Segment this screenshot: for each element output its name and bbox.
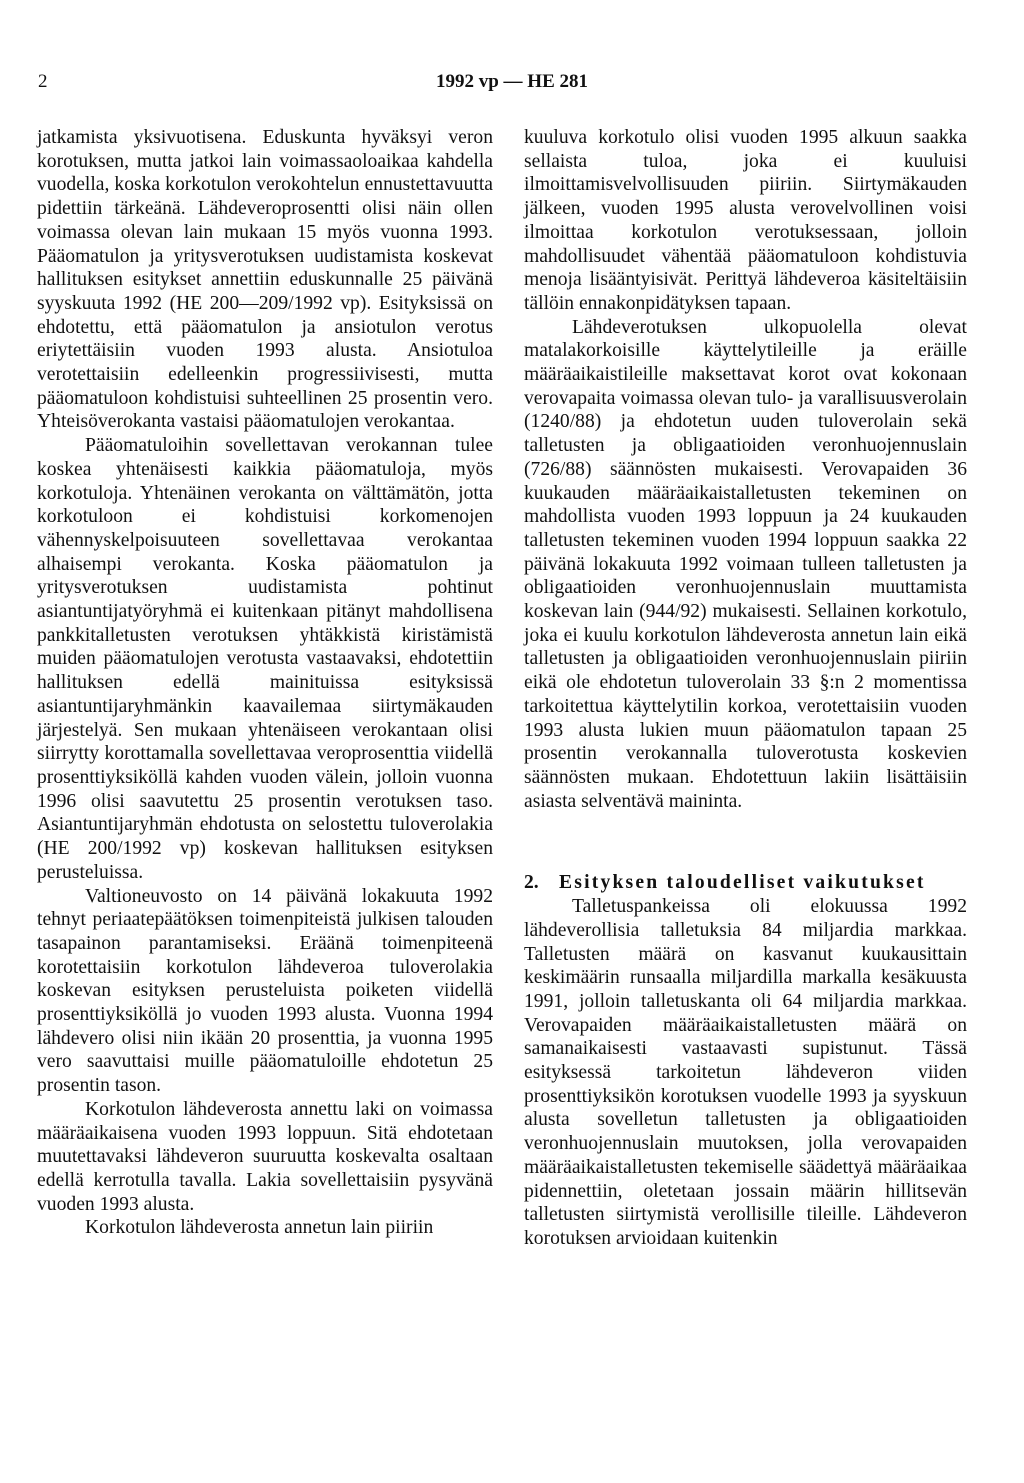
paragraph: Korkotulon lähdeverosta annettu laki on voimassa määräaikaisena vuoden 1993 loppuun. Sitä ehdotetaan muutettavaksi lähdeveron suuruutta koskevalta osaltaan edellä kerrotulla tavalla. Lakia sovellettaisiin pysyvänä vuoden 1993 alusta.: [37, 1098, 493, 1215]
section-number: 2.: [524, 872, 539, 894]
paragraph: Korkotulon lähdeverosta annetun lain piiriin: [85, 1217, 434, 1239]
section-title: Esityksen taloudelliset vaikutukset: [559, 872, 926, 894]
paragraph: jatkamista yksivuotisena. Eduskunta hyväksyi veron korotuksen, mutta jatkoi lain voimassaoloaikaa kahdella vuodella, koska korkotulon verokohtelun ennustettavuutta pidettiin tärkeänä. Lähdeveroprosentti olisi näin ollen voimassa olevan lain mukaan 15 myös vuonna 1993. Pääomatulon ja yritysverotuksen uudistamista koskevat hallituksen esitykset annettiin eduskunnalle 25 päivänä syyskuuta 1992 (HE 200—209/1992 vp). Esityksissä on ehdotettu, että pääomatulon ja ansiotulon verotus eriytettäisiin vuoden 1993 alusta. Ansiotuloa verotettaisiin edelleenkin progressiivisesti, mutta pääomatuloon kohdistuisi suhteellinen 25 prosentin vero. Yhteisöverokanta vastaisi pääomatulojen verokantaa.: [37, 127, 493, 433]
section-heading: [524, 871, 967, 895]
paragraph: Valtioneuvosto on 14 päivänä lokakuuta 1992 tehnyt periaatepäätöksen toimenpiteistä julkisen talouden tasapainon parantamiseksi. Eräänä toimenpiteenä korotettaisiin korkotulon lähdeveroa tuloverolakia koskevan esityksen perusteluista poiketen viidellä prosenttiyksiköllä jo vuoden 1993 alusta. Vuonna 1994 lähdevero olisi niin ikään 20 prosenttia, ja vuonna 1995 vero saavuttaisi muille pääomatuloille ehdotetun 25 prosentin tason.: [37, 885, 493, 1097]
right-column: [524, 126, 967, 1251]
left-column: [37, 126, 493, 1240]
running-head: 1992 vp — HE 281: [435, 71, 589, 92]
paragraph: kuuluva korkotulo olisi vuoden 1995 alkuun saakka sellaista tuloa, joka ei kuuluisi ilmoittamisvelvollisuuden piiriin. Siirtymäkauden jälkeen, vuoden 1995 alusta verovelvollinen voisi ilmoittaa korkotulon verotuksessaan, jolloin mahdollisuudet vähentää pääomatuloon kohdistuvia menoja lisääntyisivät. Perittyä lähdeveroa käsiteltäisiin tällöin ennakonpidätyksen tapaan.: [524, 127, 967, 314]
paragraph: Pääomatuloihin sovellettavan verokannan tulee koskea yhtenäisesti kaikkia pääomatuloja, myös korkotuloja. Yhtenäinen verokanta on välttämätön, jotta korkotuloon ei kohdistuisi korkomenojen vähennyskelpoisuuteen sovellettavaa verokantaa alhaisempi verokanta. Koska pääomatulon ja yritysverotuksen uudistamista pohtinut asiantuntijatyöryhmä ei kuitenkaan pitänyt mahdollisena pankkitalletusten verotuksen yhtäkkistä kiristämistä muiden pääomatulojen verotusta vastaavaksi, ehdotettiin hallituksen edellä mainituissa esityksissä asiantuntijaryhmänkin kaavailemaa siirtymäkauden järjestelyä. Sen mukaan yhtenäiseen verokantaan olisi siirrytty korottamalla sovellettavaa veroprosenttia viidellä prosenttiyksiköllä kahden vuoden välein, jolloin vuonna 1996 olisi saavutettu 25 prosentin verotuksen taso. Asiantuntijaryhmän ehdotusta on selostettu tuloverolakia (HE 200/1992 vp) koskevan hallituksen esityksen perusteluissa.: [37, 435, 493, 883]
paragraph: Talletuspankeissa oli elokuussa 1992 lähdeverollisia talletuksia 84 miljardia markkaa. Talletusten määrä on kasvanut kuukausittain keskimäärin runsaalla miljardilla markalla kesäkuusta 1991, jolloin talletuskanta oli 64 miljardia markkaa. Verovapaiden määräaikaistalletusten määrä on samanaikaisesti vastaavasti supistunut. Tässä esityksessä tarkoitetun lähdeveron viiden prosenttiyksikön korotuksen vuodelle 1993 ja syyskuun alusta sovelletun talletusten ja obligaatioiden veronhuojennuslain muutoksen, jolla verovapaiden määräaikaistalletusten tekemiselle säädettyä määräaikaa pidennettiin, oletetaan jossain määrin hillitsevän talletusten siirtymistä verollisille tileille. Lähdeveron korotuksen arvioidaan kuitenkin: [524, 896, 967, 1249]
paragraph: Lähdeverotuksen ulkopuolella olevat matalakorkoisille käyttelytileille ja eräille määräaikaistileille maksettavat korot ovat kokonaan verovapaita voimassa olevan tulo- ja varallisuusverolain (1240/88) ja ehdotetun uuden tuloverolain sekä talletusten ja obligaatioiden veronhuojennuslain (726/88) säännösten mukaisesti. Verovapaiden 36 kuukauden määräaikaistalletusten tekeminen on mahdollista vuoden 1993 loppuun ja 24 kuukauden talletusten tekeminen vuoden 1994 loppuun saakka 22 päivänä lokakuuta 1992 voimaan tulleen talletusten ja obligaatioiden veronhuojennuslain muuttamista koskevan lain (944/92) mukaisesti. Sellainen korkotulo, joka ei kuulu korkotulon lähdeverosta annetun lain eikä talletusten ja obligaatioiden veronhuojennuslain piiriin eikä ole ehdotetun tuloverolain 33 §:n 2 momentissa tarkoitettua käyttelytilin korkoa, verotettaisiin vuoden 1993 alusta lukien muun pääomatulon tapaan 25 prosentin verokannalla tuloverotusta koskevien säännösten mukaan. Ehdotettuun lakiin lisättäisiin asiasta selventävä maininta.: [524, 316, 967, 812]
page-number: 2: [38, 71, 48, 92]
